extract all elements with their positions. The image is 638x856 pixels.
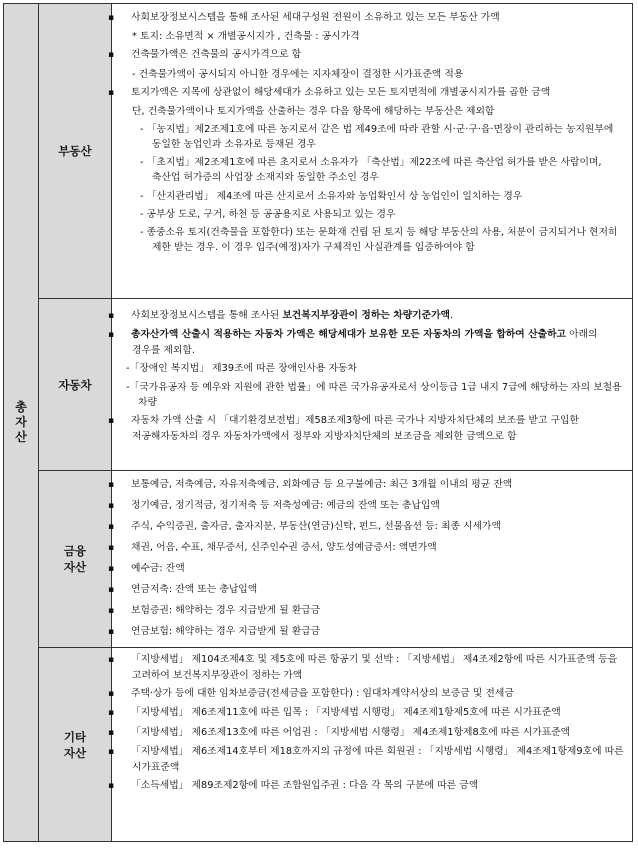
vehicle-row: [4, 299, 633, 471]
real-estate-line: ▪ 건축물가액은 건축물의 공시가격으로 함: [120, 47, 624, 63]
vehicle-line-text: .: [450, 310, 454, 321]
main-category-char: 자: [15, 415, 27, 429]
vehicle-title: 자동차: [58, 377, 92, 392]
vehicle-exception: -「장애인 복지법」 제39조에 따른 장애인사용 자동차: [126, 363, 357, 375]
real-estate-line: 단, 건축물가액이나 토지가액을 산출하는 경우 다음 항목에 해당하는 부동산은 제외함: [132, 105, 495, 117]
financial-item: ▪ 보통예금, 저축예금, 자유저축예금, 외화예금 등 요구불예금: 최근 3개월 이내의 평균 잔액: [120, 477, 624, 493]
other-assets-item: ▪ 「지방세법」 제104조제4호 및 제5호에 따른 항공기 및 선박 : 「지방세법」 제4조제2항에 따른 시가표준액 등을 고려하여 보건복지부장관이 정하는 가액: [120, 652, 624, 683]
financial-title-line: 금융: [63, 544, 87, 558]
vehicle-line-text: 사회보장정보시스템을 통해 조사된: [131, 310, 283, 321]
financial-title-line: 자산: [63, 560, 87, 574]
other-assets-item: ▪ 주택·상가 등에 대한 임차보증금(전세금을 포함한다) : 임대차계약서상의 보증금 및 전세금: [120, 686, 624, 702]
financial-item: ▪ 주식, 수익증권, 출자금, 출자지분, 부동산(연금)신탁, 펀드, 선물옵션 등: 최종 시세가액: [120, 519, 624, 535]
vehicle-line-text: 아래의 경우를 제외함.: [132, 329, 598, 357]
financial-item: ▪ 채권, 어음, 수표, 채무증서, 신주인수권 증서, 양도성예금증서: 액면가액: [120, 540, 624, 556]
other-assets-item: ▪ 「지방세법」 제6조제11호에 따른 입목 : 「지방세법 시행령」 제4조제1항제5호에 따른 시가표준액: [120, 705, 624, 721]
real-estate-note: * 토지: 소유면적 × 개별공시지가 , 건축물 : 공시가격: [132, 31, 360, 43]
real-estate-label: [39, 4, 112, 299]
other-assets-content: [112, 648, 633, 842]
other-assets-title-line: 기타: [63, 729, 87, 744]
financial-item: ▪ 연금저축: 잔액 또는 총납입액: [120, 582, 624, 598]
main-category-cell: [4, 4, 39, 842]
vehicle-exception: -「국가유공자 등 예우와 지원에 관한 법률」에 따른 국가유공자로서 상이등급 1급 내지 7급에 해당하는 자의 보철용 차량: [126, 381, 622, 408]
real-estate-line: ▪ 토지가액은 지목에 상관없이 해당세대가 소유하고 있는 모든 토지면적에 개별공시지가를 곱한 금액: [120, 85, 624, 101]
real-estate-exception: - 「산지관리법」 제4조에 따른 산지로서 소유자와 농업확인서 상 농업인이 일치하는 경우: [140, 190, 523, 202]
main-category-label: [4, 400, 38, 445]
financial-row: [4, 471, 633, 648]
vehicle-line-emphasis: 보건복지부장관이 정하는 차량기준가액: [282, 310, 451, 321]
financial-item: ▪ 보험증권: 해약하는 경우 지급받게 될 환급금: [120, 603, 624, 619]
vehicle-label: [39, 299, 112, 471]
other-assets-title-line: 자산: [63, 745, 87, 760]
vehicle-line: ▪ 자동차 가액 산출 시 「대기환경보전법」제58조제3항에 따른 국가나 지방자치단체의 보조를 받고 구입한 저공해자동차의 경우 자동차가액에서 정부와 지방자치단체의 보조금을 제외한 금액으로 함: [120, 413, 624, 444]
vehicle-line-emphasis: 총자산가액 산출시 적용하는 자동차 가액은 해당세대가 보유한 모든 자동차의 가액을 합하여 산출하고: [131, 329, 566, 341]
other-assets-item: ▪ 「지방세법」 제6조제14호부터 제18호까지의 규정에 따른 회원권 : 「지방세법 시행령」 제4조제1항제9호에 따른 시가표준액: [120, 744, 624, 775]
vehicle-line: [120, 327, 624, 358]
financial-label: [39, 471, 112, 648]
vehicle-line: [120, 308, 624, 324]
main-category-char: 산: [15, 430, 27, 444]
other-assets-item: ▪ 「소득세법」 제89조제2항에 따른 조합원입주권 : 다음 각 목의 구분에 따른 금액: [120, 778, 624, 794]
other-assets-row: [4, 648, 633, 842]
real-estate-subline: - 건축물가액이 공시되지 아니한 경우에는 지자체장이 결정한 시가표준액 적용: [132, 68, 464, 80]
other-assets-item: ▪ 「지방세법」 제6조제13호에 따른 어업권 : 「지방세법 시행령」 제4조제1항제8호에 따른 시가표준액: [120, 725, 624, 741]
real-estate-content: [112, 4, 633, 299]
real-estate-exception: - 종중소유 토지(건축물을 포함한다) 또는 문화재 건립 된 토지 등 해당 부동산의 사용, 처분이 금지되거나 현저히 제한 받는 경우. 이 경우 입주(예정)자가 구체적인 사실관계를 입증하여야 함: [140, 226, 618, 253]
other-assets-label: [39, 648, 112, 842]
financial-item: ▪ 예수금: 잔액: [120, 561, 624, 577]
real-estate-row: [4, 4, 633, 299]
vehicle-content: [112, 299, 633, 471]
real-estate-exception: - 공부상 도로, 구거, 하천 등 공공용지로 사용되고 있는 경우: [140, 208, 396, 220]
financial-content: [112, 471, 633, 648]
real-estate-line: ▪ 사회보장정보시스템을 통해 조사된 세대구성원 전원이 소유하고 있는 모든 부동산 가액: [120, 10, 624, 26]
financial-item: ▪ 연금보험: 해약하는 경우 지급받게 될 환급금: [120, 624, 624, 640]
real-estate-exception: - 「초지법」제2조제1호에 따른 초지로서 소유자가 「축산법」제22조에 따른 축산업 허가를 받은 사람이며, 축산업 허가증의 사업장 소재지와 동일한 주소인 경우: [140, 157, 602, 184]
real-estate-title: 부동산: [58, 144, 92, 158]
main-category-char: 총: [15, 400, 27, 414]
total-assets-table: [3, 3, 633, 842]
real-estate-exception: - 「농지법」제2조제1호에 따른 농지로서 같은 법 제49조에 따라 관할 시·군·구·읍·면장이 관리하는 농지원부에 동일한 농업인과 소유자로 등재된 경우: [140, 124, 614, 151]
financial-item: ▪ 정기예금, 정기적금, 정기저축 등 저축성예금: 예금의 잔액 또는 총납입액: [120, 498, 624, 514]
